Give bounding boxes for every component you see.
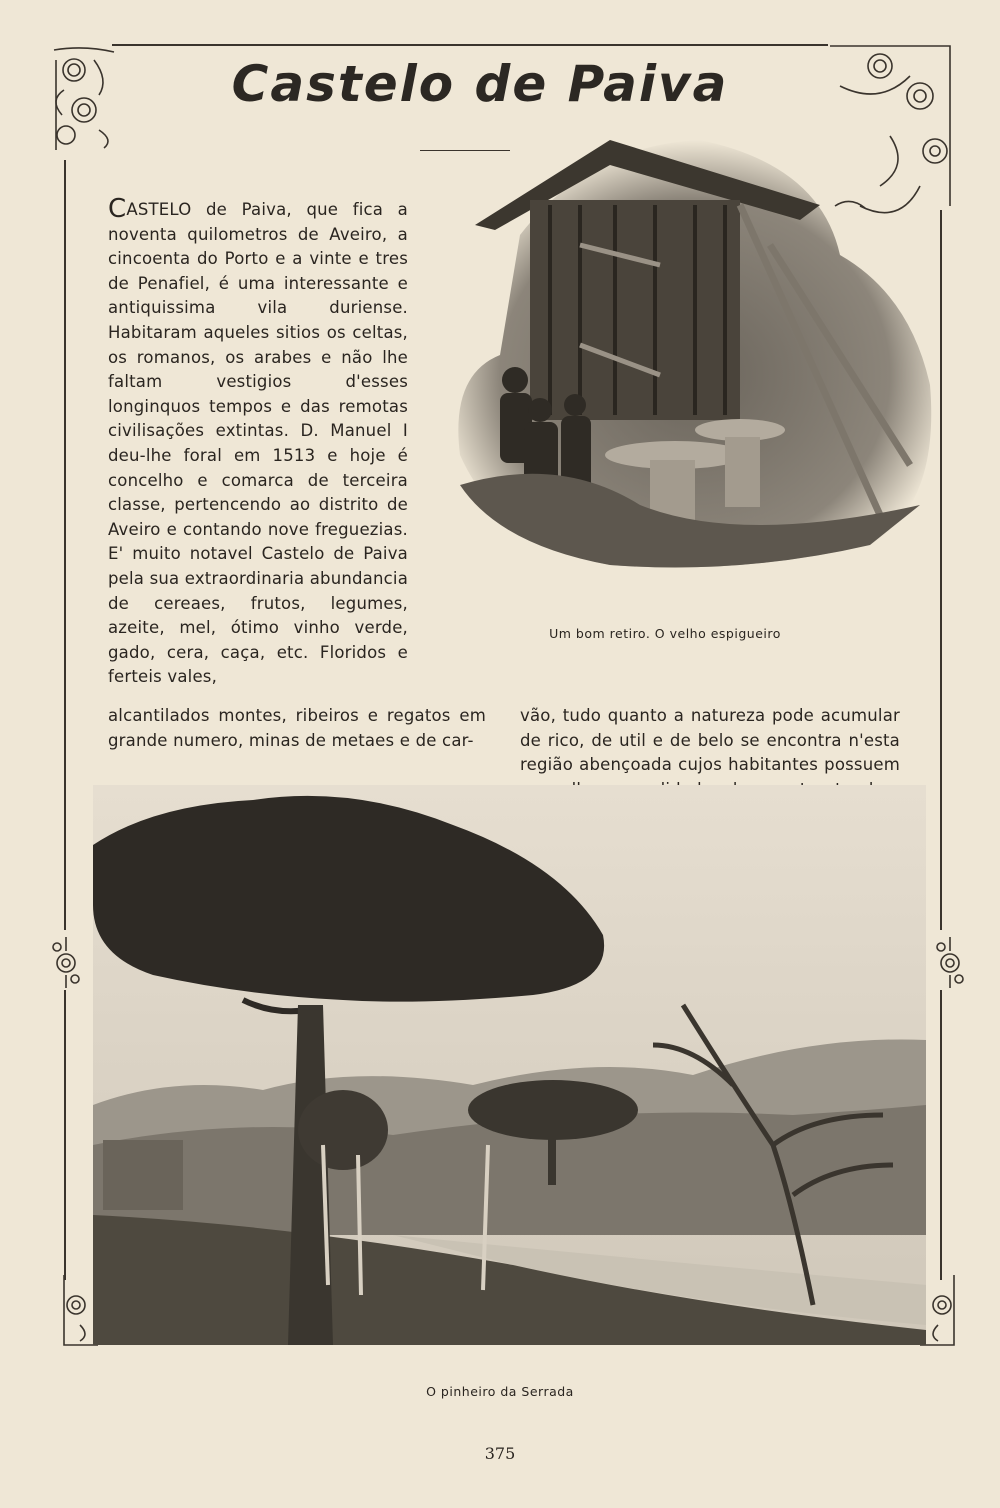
rose-ornament-top-left-icon (44, 40, 124, 155)
page-title: Castelo de Paiva (231, 55, 729, 113)
frame-right-line (940, 210, 942, 930)
article-left-column (108, 194, 409, 690)
espigueiro-photo (440, 125, 940, 575)
rose-ornament-right-middle-icon (932, 935, 968, 990)
article-right-column: vão, tudo quanto a natureza pode acumular de rico, de util e de belo se encontra n'esta região abençoada cujos habitantes possuem (520, 706, 900, 775)
frame-left-line-lower (64, 990, 66, 1280)
pine-tree-caption: O pinheiro da Serrada (426, 1384, 574, 1399)
pine-tree-photo (93, 785, 926, 1345)
article-left-continuation: alcantilados montes, ribeiros e regatos em grande numero, minas de metaes e de car- (108, 706, 486, 750)
page-number: 375 (484, 1444, 516, 1463)
espigueiro-caption: Um bom retiro. O velho espigueiro (549, 626, 781, 641)
drop-cap: C (108, 194, 127, 224)
article-left-text: ASTELO de Paiva, que fica a noventa quilometros de Aveiro, a cincoenta do Porto e a vinte e tres de Penafiel, é uma interessante e antiquissima vila duriense. Habitaram aqueles sitios os celtas, os romanos, os arabes e não lhe faltam vestigios d'esses longinquos tempos e das remotas civilisações extintas. D. Manuel I deu-lhe foral em 1513 e hoje é concelho e comarca de terceira classe, pertencendo ao distrito de Aveiro e contando nove freguezias. E' muito notavel Castelo de Paiva pela sua extraordinaria abundancia de cereaes, frutos, legumes, azeite, mel, ótimo vinho verde, gado, cera, caça, etc. Floridos e ferteis vales, (108, 200, 409, 687)
rose-ornament-left-middle-icon (48, 935, 84, 990)
frame-top-line (112, 44, 828, 46)
frame-left-line (64, 160, 66, 930)
frame-right-line-lower (940, 990, 942, 1280)
